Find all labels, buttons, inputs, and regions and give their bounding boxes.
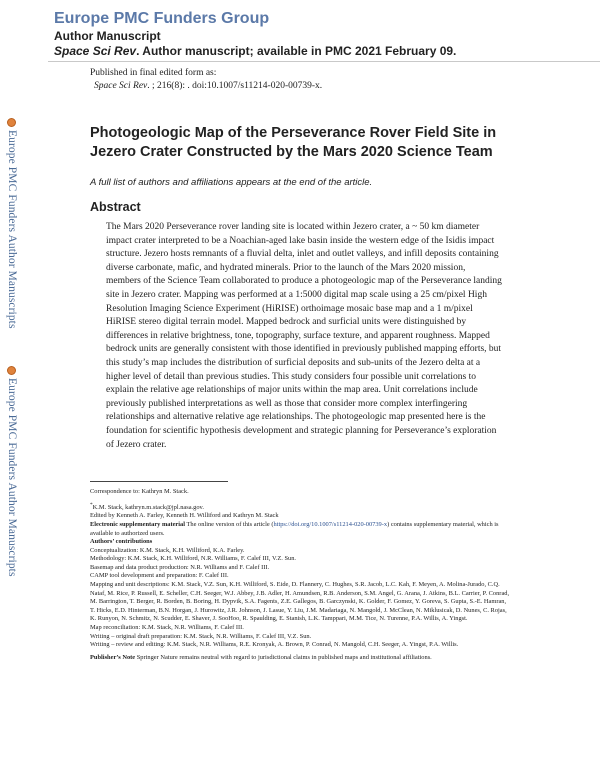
email-line: *K.M. Stack, kathryn.m.stack@jpl.nasa.gov. <box>90 501 204 511</box>
journal-name: Space Sci Rev <box>54 44 137 58</box>
published-as-ref <box>90 80 322 93</box>
side-label-bottom: Europe PMC Funders Author Manuscripts <box>6 378 18 577</box>
published-as-label: Published in final edited form as: <box>90 68 217 78</box>
contribution-item: Writing – original draft preparation: K.M. Stack, N.R. Williams, F. Calef III, V.Z. Sun. <box>90 632 312 640</box>
footnotes <box>90 488 510 662</box>
journal-citation <box>54 44 456 58</box>
esm-note <box>90 521 510 538</box>
contribution-item: CAMP tool development and preparation: F. Calef III. <box>90 572 229 580</box>
edited-by: Edited by Kenneth A. Farley, Kenneth H. Williford and Kathryn M. Stack <box>90 512 279 520</box>
esm-text-1: The online version of this article ( <box>185 520 274 528</box>
publisher-note-label: Publisher’s Note <box>90 653 136 661</box>
pmc-icon <box>7 366 16 375</box>
contribution-item: Mapping and unit descriptions: K.M. Stack, V.Z. Sun, K.H. Williford, S. Eide, D. Flannery, C. Hughes, S.R. Jacob, L.C. Kah, F. Meyen, A. Molina-Jurado, C.Q. Nataf, M. Rice, P. Russell, E. Scheller, C.H. Seeger, W.J. Abbey, J.B. Adler, H. Amundsen, R.B. Anderson, S.M. Angel, G. Arana, J. Atkins, B.L. Carrier, P. Conrad, M. Barrington, T. Berger, R. Borden, B. Boring, H. Dypvik, S.A. Fagents, Z.E. Gallegos, B. Garczynski, K. Golder, F. Gomez, Y. Goreva, S. Gupta, S.-E. Hamran, T. Hicks, E.D. Hinterman, B.N. Horgan, J. Hurowitz, J.R. Johnson, J. Lasue, Y. Liu, J.M. Madariaga, N. Mangold, J. McClean, N. Miklusicak, D. Nunes, C. Rojas, K. Runyon, N. Schmitz, N. Scudder, E. Shaver, J. SooHoo, R. Spaulding, E. Stanish, L.K. Tamppari, M.M. Tice, N. Turenne, P.A. Willis, A. Yingst. <box>90 581 510 623</box>
correspondence: Correspondence to: Kathryn M. Stack. <box>90 488 189 495</box>
contributions-heading: Authors’ contributions <box>90 538 153 546</box>
paper-title: Photogeologic Map of the Perseverance Rover Field Site in Jezero Crater Constructed by the Mars 2020 Science Team <box>90 125 497 160</box>
affiliations-note: A full list of authors and affiliations appears at the end of the article. <box>90 177 373 188</box>
funders-group-title: Europe PMC Funders Group <box>54 10 270 27</box>
publisher-note <box>90 654 510 663</box>
published-doi: . ; 216(8): . doi:10.1007/s11214-020-00739-x. <box>147 81 323 91</box>
publisher-note-text: Springer Nature remains neutral with regard to jurisdictional claims in published maps and institutional affiliations. <box>135 653 432 661</box>
contribution-item: Basemap and data product production: N.R. Williams and F. Calef III. <box>90 563 270 571</box>
footnote-divider <box>90 481 228 482</box>
side-label-top: Europe PMC Funders Author Manuscripts <box>6 130 18 329</box>
contribution-item: Methodology: K.M. Stack, K.H. Williford, N.R. Williams, F. Calef III, V.Z. Sun. <box>90 555 297 563</box>
pmc-icon <box>7 118 16 127</box>
esm-text-2: ) contains supplementary material, which is available to authorized users. <box>90 520 499 537</box>
banner-divider <box>48 61 600 62</box>
published-as <box>90 67 322 93</box>
citation-tail: . Author manuscript; available in PMC 2021 February 09. <box>136 44 457 58</box>
esm-label: Electronic supplementary material <box>90 520 186 528</box>
published-journal: Space Sci Rev <box>94 81 148 91</box>
author-manuscript-label: Author Manuscript <box>54 29 161 43</box>
contribution-item: Writing – review and editing: K.M. Stack, N.R. Williams, R.E. Kronyak, A. Brown, P. Conrad, N. Mangold, C.H. Seeger, A. Yingst, P.A. Willis. <box>90 641 459 649</box>
esm-link[interactable]: https://doi.org/10.1007/s11214-020-00739-x <box>273 520 388 528</box>
abstract-heading: Abstract <box>90 200 141 214</box>
contribution-item: Map reconciliation: K.M. Stack, N.R. Williams, F. Calef III. <box>90 624 244 632</box>
contribution-item: Conceptualization: K.M. Stack, K.H. Williford, K.A. Farley. <box>90 546 245 554</box>
email: K.M. Stack, kathryn.m.stack@jpl.nasa.gov. <box>92 503 204 511</box>
funders-banner <box>0 0 600 64</box>
abstract-body: The Mars 2020 Perseverance rover landing site is located within Jezero crater, a ~ 50 km diameter impact crater interpreted to be a Noachian-aged lake basin inside the western edge of the Isidis impact structure. Jezero hosts remnants of a fluvial delta, inlet and outlet valleys, and infill deposits containing diverse carbonate, mafic, and hydrated minerals. Prior to the launch of the Mars 2020 mission, members of the Science Team collaborated to produce a photogeologic map of the Perseverance landing site in Jezero crater. Mapping was performed at a 1:5000 digital map scale using a 25 cm/pixel High Resolution Imaging Science Experiment (HiRISE) orthoimage mosaic base map and a 1 m/pixel HiRISE stereo digital terrain model. Mapped bedrock and surficial units were distinguished by differences in relative brightness, tone, topography, surface texture, and apparent roughness. Mapped bedrock units are generally consistent with those identified in previously published mapping efforts, but this study’s map includes the distribution of surficial deposits and sub-units of the Jezero delta at a higher level of detail than previous studies. This study considers four possible unit correlations to explain the relative age relationships of major units within the map area. Unit correlations include previously published interpretations as well as those that consider more complex interfingering relationships and alternative relative age relationships. The photogeologic map presented here is the foundation for scientific hypothesis development and strategic planning for Perseverance’s exploration of Jezero crater. <box>106 222 502 450</box>
